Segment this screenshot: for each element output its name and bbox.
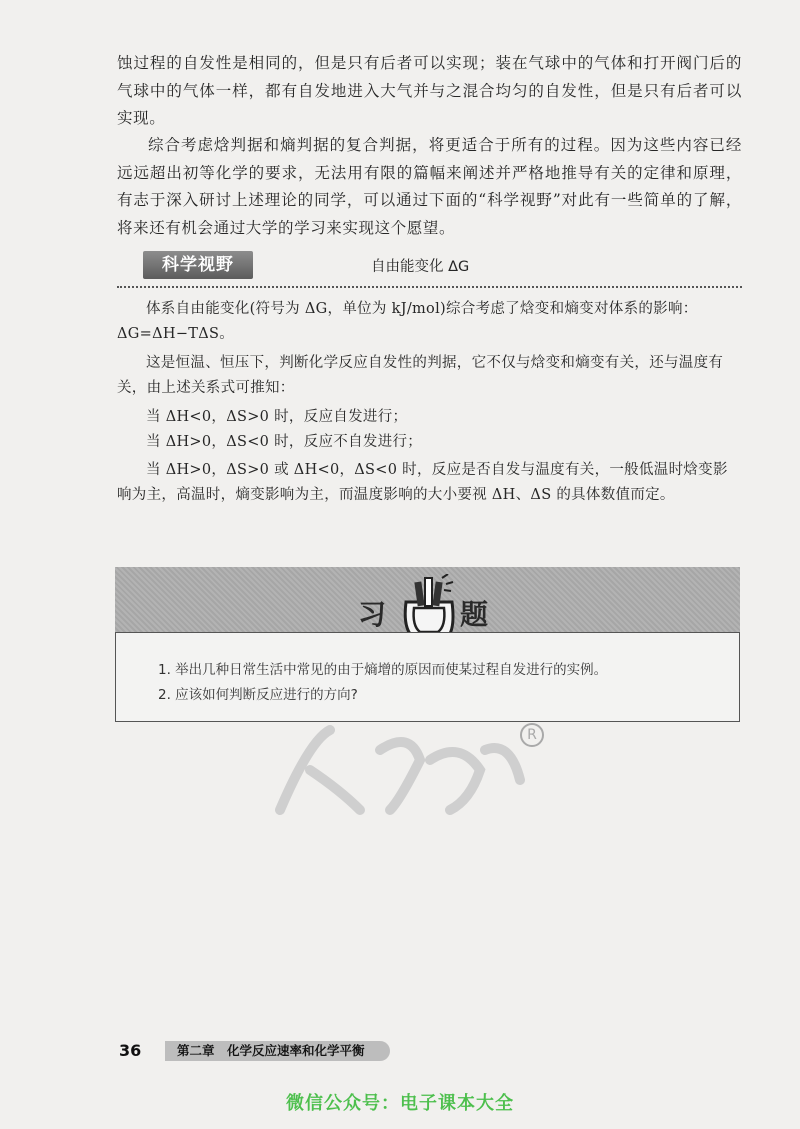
chapter-label: 第二章 化学反应速率和化学平衡 (165, 1041, 390, 1061)
exercise-title-right: 题 (460, 598, 489, 631)
page-number: 36 (119, 1041, 142, 1060)
registered-mark-icon: R (520, 723, 544, 747)
science-line-2: 这是恒温、恒压下，判断化学反应自发性的判据，它不仅与焓变和熵变有关，还与温度有关，由上述关系式可推知： (117, 355, 724, 396)
exercise-item-2: 2. 应该如何判断反应进行的方向? (158, 687, 358, 703)
exercise-title-left: 习 (358, 598, 387, 631)
science-case-2: 当 ΔH>0，ΔS<0 时，反应不自发进行； (146, 434, 423, 450)
science-horizon-badge: 科学视野 (143, 251, 253, 279)
science-line-1: 体系自由能变化(符号为 ΔG，单位为 kJ/mol)综合考虑了焓变和熵变对体系的影响： (146, 301, 698, 317)
publisher-watermark-icon (270, 720, 530, 843)
science-case-3: 当 ΔH>0，ΔS>0 或 ΔH<0，ΔS<0 时，反应是否自发与温度有关，一般低温时焓变影响为主，高温时，熵变影响为主，而温度影响的大小要视 ΔH、ΔS 的具体数值而定。 (117, 462, 728, 503)
paragraph-continuation: 蚀过程的自发性是相同的，但是只有后者可以实现；装在气球中的气体和打开阀门后的气球中的气体一样，都有自发地进入大气并与之混合均匀的自发性，但是只有后者可以实现。 (117, 54, 742, 127)
science-horizon-header (143, 251, 743, 281)
paragraph-composite-criterion: 综合考虑焓判据和熵判据的复合判据，将更适合于所有的过程。因为这些内容已经远远超出初等化学的要求，无法用有限的篇幅来阐述并严格地推导有关的定律和原理，有志于深入研讨上述理论的同学，可以通过下面的“科学视野”对此有一些简单的了解，将来还有机会通过大学的学习来实现这个愿望。 (117, 136, 742, 237)
science-horizon-title: 自由能变化 ΔG (371, 259, 470, 275)
footer-watermark: 微信公众号：电子课本大全 (286, 1093, 514, 1114)
dotted-divider (117, 286, 742, 288)
science-formula: ΔG=ΔH−TΔS。 (117, 326, 235, 342)
exercise-item-1: 1. 举出几种日常生活中常见的由于熵增的原因而使某过程自发进行的实例。 (158, 662, 608, 678)
science-case-1: 当 ΔH<0，ΔS>0 时，反应自发进行； (146, 409, 408, 425)
